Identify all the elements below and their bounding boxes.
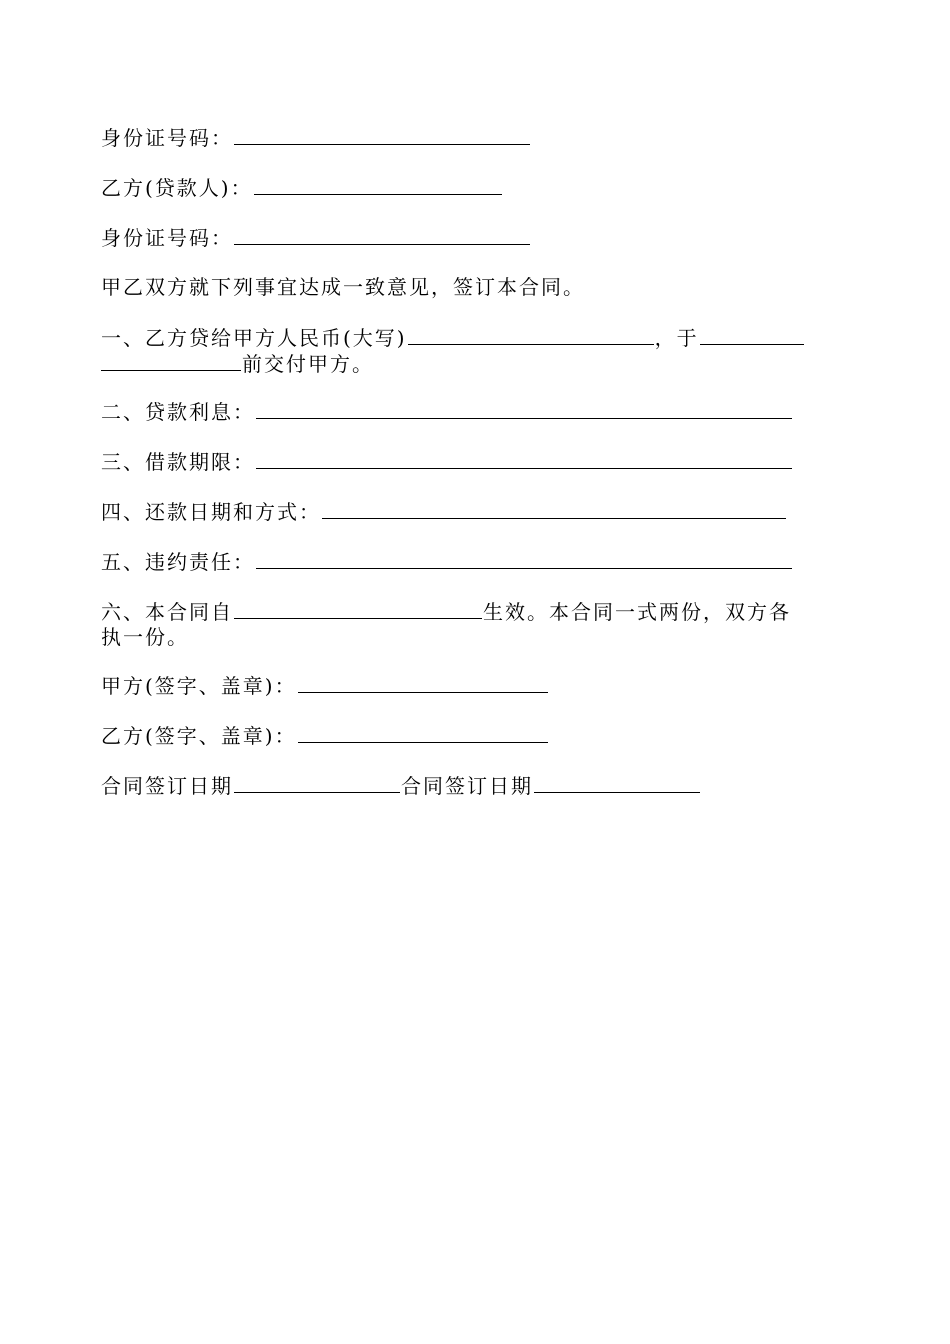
- party-b-label: 乙方(贷款人)：: [101, 176, 253, 200]
- party-a-sign-blank[interactable]: [298, 672, 548, 693]
- liability-blank[interactable]: [256, 548, 792, 569]
- clause-2: [101, 398, 793, 425]
- clause-6-line-2-text: 执一份。: [101, 625, 189, 649]
- clause-6-suffix: 生效。本合同一式两份，双方各: [483, 600, 791, 624]
- agreement-intro-text: 甲乙双方就下列事宜达成一致意见，签订本合同。: [101, 275, 585, 299]
- clause-1-line-1: [101, 324, 805, 351]
- clause-1-prefix: 一、乙方贷给甲方人民币(大写): [101, 326, 407, 350]
- id-number-blank[interactable]: [234, 224, 530, 245]
- party-b-sign-blank[interactable]: [298, 722, 548, 743]
- repayment-blank[interactable]: [322, 498, 786, 519]
- party-b-blank[interactable]: [254, 174, 502, 195]
- clause-3: [101, 448, 793, 475]
- sign-date-label: 合同签订日期: [401, 774, 533, 798]
- id-number-row-1: [101, 124, 531, 151]
- sign-date-label: 合同签订日期: [101, 774, 233, 798]
- sign-date-blank[interactable]: [534, 772, 700, 793]
- clause-5-label: 五、违约责任：: [101, 550, 255, 574]
- party-a-sign-label: 甲方(签字、盖章)：: [101, 674, 297, 698]
- delivery-date-blank[interactable]: [700, 324, 804, 345]
- id-number-row-2: [101, 224, 531, 251]
- loan-amount-blank[interactable]: [408, 324, 654, 345]
- clause-4-label: 四、还款日期和方式：: [101, 500, 321, 524]
- party-b-sign-row: [101, 722, 549, 749]
- sign-date-row: [101, 772, 701, 799]
- clause-2-label: 二、贷款利息：: [101, 400, 255, 424]
- interest-blank[interactable]: [256, 398, 792, 419]
- clause-1-suffix: 前交付甲方。: [242, 352, 374, 376]
- sign-date-blank[interactable]: [234, 772, 400, 793]
- clause-1-line-2: [101, 350, 374, 377]
- effective-date-blank[interactable]: [234, 598, 482, 619]
- loan-term-blank[interactable]: [256, 448, 792, 469]
- party-b-sign-label: 乙方(签字、盖章)：: [101, 724, 297, 748]
- id-number-label: 身份证号码：: [101, 126, 233, 150]
- clause-6-line-2: [101, 624, 189, 650]
- id-number-blank[interactable]: [234, 124, 530, 145]
- agreement-intro: [101, 274, 585, 300]
- party-b-row: [101, 174, 503, 201]
- delivery-date-blank-cont[interactable]: [101, 350, 241, 371]
- clause-4: [101, 498, 787, 525]
- clause-6-prefix: 六、本合同自: [101, 600, 233, 624]
- clause-1-middle: ，于: [654, 326, 699, 350]
- clause-6-line-1: [101, 598, 791, 625]
- clause-3-label: 三、借款期限：: [101, 450, 255, 474]
- id-number-label: 身份证号码：: [101, 226, 233, 250]
- party-a-sign-row: [101, 672, 549, 699]
- clause-5: [101, 548, 793, 575]
